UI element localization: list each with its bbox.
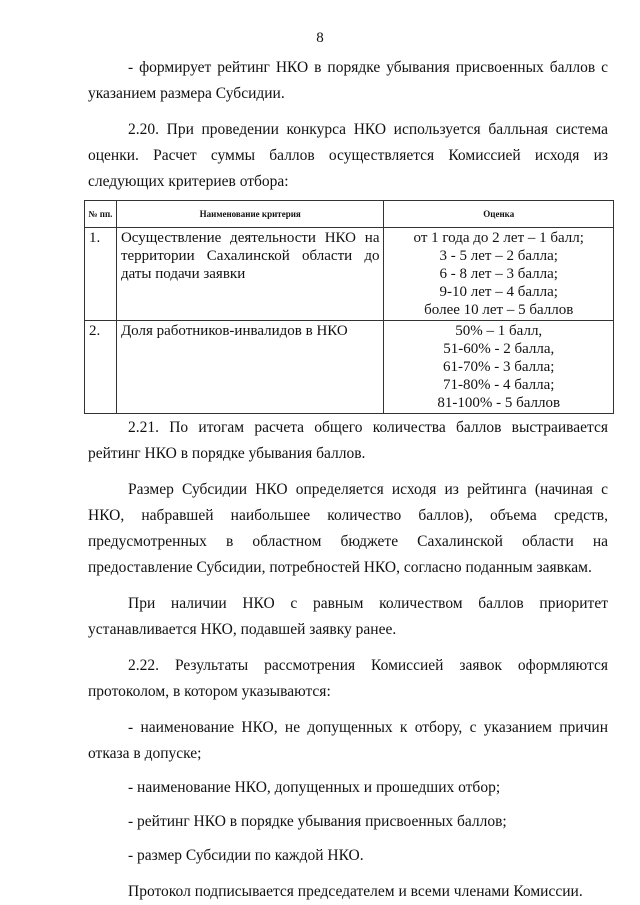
row-criterion: Осуществление деятельности НКО на территории Сахалинской области до даты подачи заявки: [116, 228, 384, 321]
paragraph-subsidy-size: Размер Субсидии НКО определяется исходя из рейтинга (начиная с НКО, набравшей наибольшее количество баллов), объема средств, предусмотренных в областном бюджете Сахалинской области на предоставление Субсидии, потребностей НКО, согласно поданным заявкам.: [88, 481, 608, 576]
paragraph-protocol-signature: Протокол подписывается председателем и всеми членами Комиссии.: [128, 883, 583, 900]
paragraph-2-21: 2.21. По итогам расчета общего количества баллов выстраивается рейтинг НКО в порядке убывания баллов.: [88, 419, 608, 462]
page-number: 8: [316, 30, 324, 46]
header-score: Оценка: [384, 201, 614, 228]
list-item: - наименование НКО, допущенных и прошедших отбор;: [128, 779, 501, 796]
row-score: [384, 228, 614, 321]
score-line: 6 - 8 лет – 3 балла;: [439, 266, 558, 282]
paragraph-priority: При наличии НКО с равным количеством баллов приоритет устанавливается НКО, подавшей заявку ранее.: [88, 595, 608, 638]
table-header-row: [85, 201, 614, 228]
score-line: от 1 года до 2 лет – 1 балл;: [413, 230, 584, 246]
row-score: [384, 321, 614, 414]
table-row: [85, 228, 614, 321]
score-line: 71-80% - 4 балла;: [443, 377, 555, 393]
header-num: № пп.: [85, 201, 117, 228]
paragraph-2-22: 2.22. Результаты рассмотрения Комиссией заявок оформляются протоколом, в котором указываются:: [88, 657, 608, 700]
score-line: 51-60% - 2 балла,: [443, 341, 555, 357]
score-line: 81-100% - 5 баллов: [437, 395, 561, 411]
table-row: [85, 321, 614, 414]
list-item: - наименование НКО, не допущенных к отбору, с указанием причин отказа в допуске;: [88, 719, 608, 762]
row-criterion: Доля работников-инвалидов в НКО: [116, 321, 384, 414]
header-name: Наименование критерия: [116, 201, 384, 228]
paragraph-2-20: 2.20. При проведении конкурса НКО используется балльная система оценки. Расчет суммы баллов осуществляется Комиссией исходя из следующих критериев отбора:: [88, 121, 608, 190]
score-line: 9-10 лет – 4 балла;: [439, 284, 558, 300]
list-item: - размер Субсидии по каждой НКО.: [128, 847, 364, 864]
list-item: - рейтинг НКО в порядке убывания присвоенных баллов;: [128, 813, 507, 830]
row-num: 1.: [85, 228, 117, 321]
row-num: 2.: [85, 321, 117, 414]
score-line: 50% – 1 балл,: [455, 323, 543, 339]
body-section: [88, 415, 608, 905]
paragraph-ranking: - формирует рейтинг НКО в порядке убывания присвоенных баллов с указанием размера Субсидии.: [88, 59, 608, 102]
intro-section: [88, 55, 608, 195]
criteria-table: [84, 200, 614, 414]
score-line: 61-70% - 3 балла;: [443, 359, 555, 375]
score-line: более 10 лет – 5 баллов: [424, 302, 574, 318]
score-line: 3 - 5 лет – 2 балла;: [439, 248, 558, 264]
